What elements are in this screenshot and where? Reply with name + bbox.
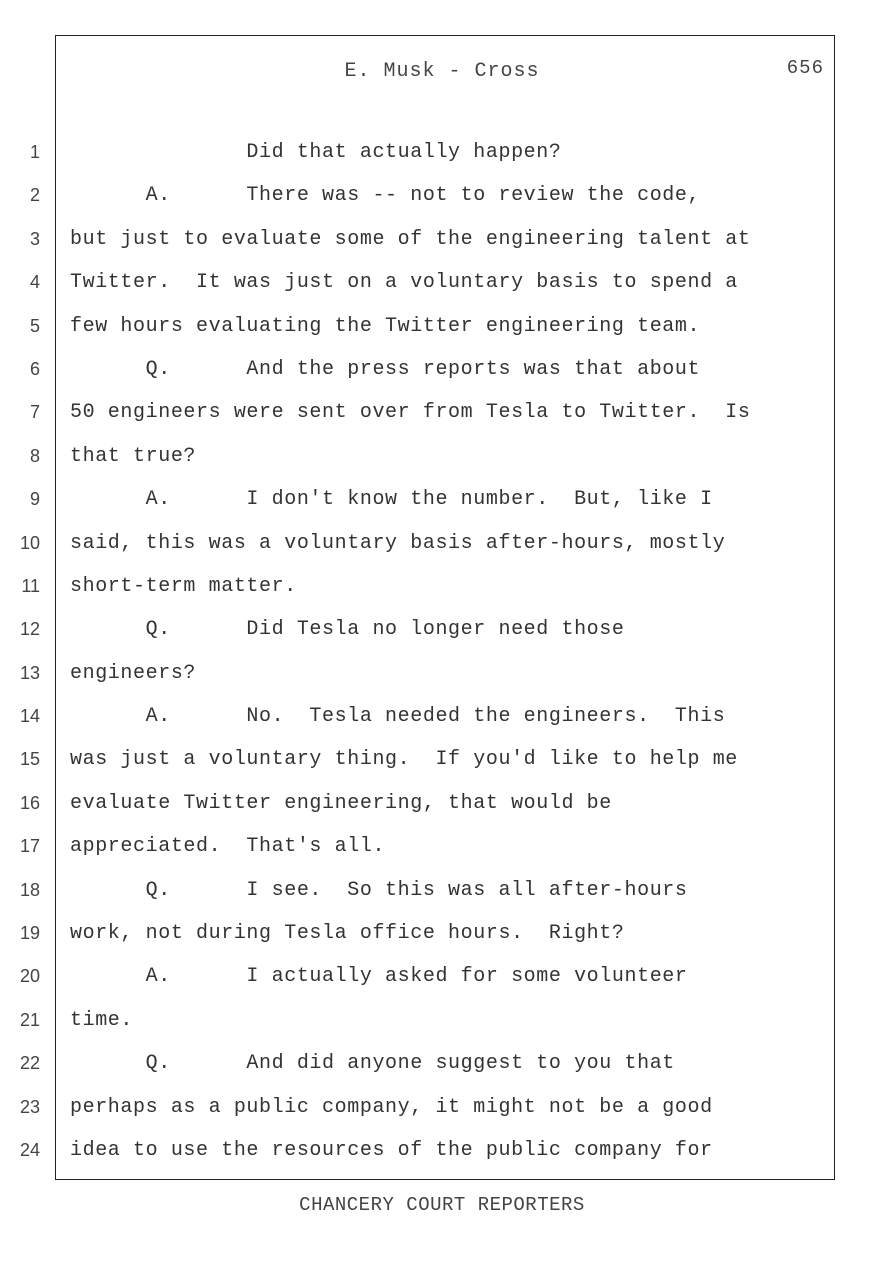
transcript-line bbox=[0, 872, 884, 915]
line-text: short-term matter. bbox=[70, 574, 297, 598]
transcript-line bbox=[0, 958, 884, 1001]
line-number: 8 bbox=[29, 445, 40, 466]
transcript-line bbox=[0, 177, 884, 220]
line-number: 11 bbox=[21, 575, 40, 596]
transcript-line bbox=[0, 611, 884, 654]
transcript-line bbox=[0, 134, 884, 177]
transcript-line bbox=[0, 394, 884, 437]
transcript-line bbox=[0, 525, 884, 568]
page-number: 656 bbox=[786, 57, 824, 79]
line-text: appreciated. That's all. bbox=[70, 835, 386, 859]
line-text: few hours evaluating the Twitter engineering team. bbox=[70, 314, 701, 338]
line-number: 22 bbox=[19, 1053, 40, 1074]
line-number: 20 bbox=[19, 966, 40, 987]
line-text: A. I actually asked for some volunteer bbox=[70, 965, 688, 989]
transcript-line bbox=[0, 221, 884, 264]
page-header-title: E. Musk - Cross bbox=[344, 60, 540, 83]
line-number: 4 bbox=[29, 272, 40, 293]
line-text: was just a voluntary thing. If you'd like to help me bbox=[70, 748, 738, 772]
line-number: 12 bbox=[19, 619, 40, 640]
transcript-line bbox=[0, 698, 884, 741]
line-number: 2 bbox=[29, 185, 40, 206]
line-text: time. bbox=[70, 1008, 134, 1032]
line-number: 7 bbox=[29, 402, 40, 423]
transcript-line bbox=[0, 308, 884, 351]
line-text: evaluate Twitter engineering, that would be bbox=[70, 791, 612, 815]
transcript-line bbox=[0, 568, 884, 611]
line-text: A. There was -- not to review the code, bbox=[70, 184, 701, 208]
line-number: 15 bbox=[19, 749, 40, 770]
transcript-line bbox=[0, 1089, 884, 1132]
line-number: 23 bbox=[19, 1096, 40, 1117]
line-number: 24 bbox=[19, 1139, 40, 1160]
transcript-line bbox=[0, 1045, 884, 1088]
line-number: 19 bbox=[19, 923, 40, 944]
line-text: that true? bbox=[70, 444, 197, 468]
line-number: 6 bbox=[29, 358, 40, 379]
line-number: 5 bbox=[29, 315, 40, 336]
transcript-lines bbox=[0, 134, 884, 1175]
transcript-line bbox=[0, 915, 884, 958]
line-text: Q. And the press reports was that about bbox=[70, 357, 701, 381]
line-text: Did that actually happen? bbox=[70, 141, 562, 164]
line-text: engineers? bbox=[70, 661, 197, 685]
transcript-line bbox=[0, 655, 884, 698]
line-number: 13 bbox=[19, 662, 40, 683]
line-number: 17 bbox=[19, 836, 40, 857]
transcript-line bbox=[0, 481, 884, 524]
line-number: 9 bbox=[29, 489, 40, 510]
line-number: 1 bbox=[29, 142, 40, 162]
transcript-line bbox=[0, 1132, 884, 1175]
transcript-line bbox=[0, 351, 884, 394]
line-number: 21 bbox=[19, 1009, 40, 1030]
line-text: said, this was a voluntary basis after-hours, mostly bbox=[70, 531, 726, 555]
line-text: work, not during Tesla office hours. Right? bbox=[70, 922, 625, 946]
transcript-line bbox=[0, 1002, 884, 1045]
line-text: Twitter. It was just on a voluntary basis to spend a bbox=[70, 271, 738, 295]
line-text: Q. I see. So this was all after-hours bbox=[70, 878, 688, 902]
transcript-line bbox=[0, 785, 884, 828]
transcript-line bbox=[0, 438, 884, 481]
footer-reporter-name: CHANCERY COURT REPORTERS bbox=[299, 1194, 585, 1216]
line-number: 16 bbox=[19, 792, 40, 813]
line-text: idea to use the resources of the public company for bbox=[70, 1138, 713, 1162]
line-number: 18 bbox=[19, 879, 40, 900]
transcript-line bbox=[0, 264, 884, 307]
line-text: perhaps as a public company, it might not be a good bbox=[70, 1095, 713, 1119]
line-text: A. I don't know the number. But, like I bbox=[70, 488, 713, 512]
line-text: but just to evaluate some of the engineering talent at bbox=[70, 227, 751, 251]
line-number: 3 bbox=[29, 228, 40, 249]
line-text: A. No. Tesla needed the engineers. This bbox=[70, 705, 726, 729]
line-number: 10 bbox=[19, 532, 40, 553]
transcript-line bbox=[0, 828, 884, 871]
line-number: 14 bbox=[19, 706, 40, 727]
line-text: Q. Did Tesla no longer need those bbox=[70, 618, 625, 642]
line-text: Q. And did anyone suggest to you that bbox=[70, 1052, 675, 1076]
line-text: 50 engineers were sent over from Tesla to Twitter. Is bbox=[70, 401, 751, 425]
transcript-line bbox=[0, 741, 884, 784]
